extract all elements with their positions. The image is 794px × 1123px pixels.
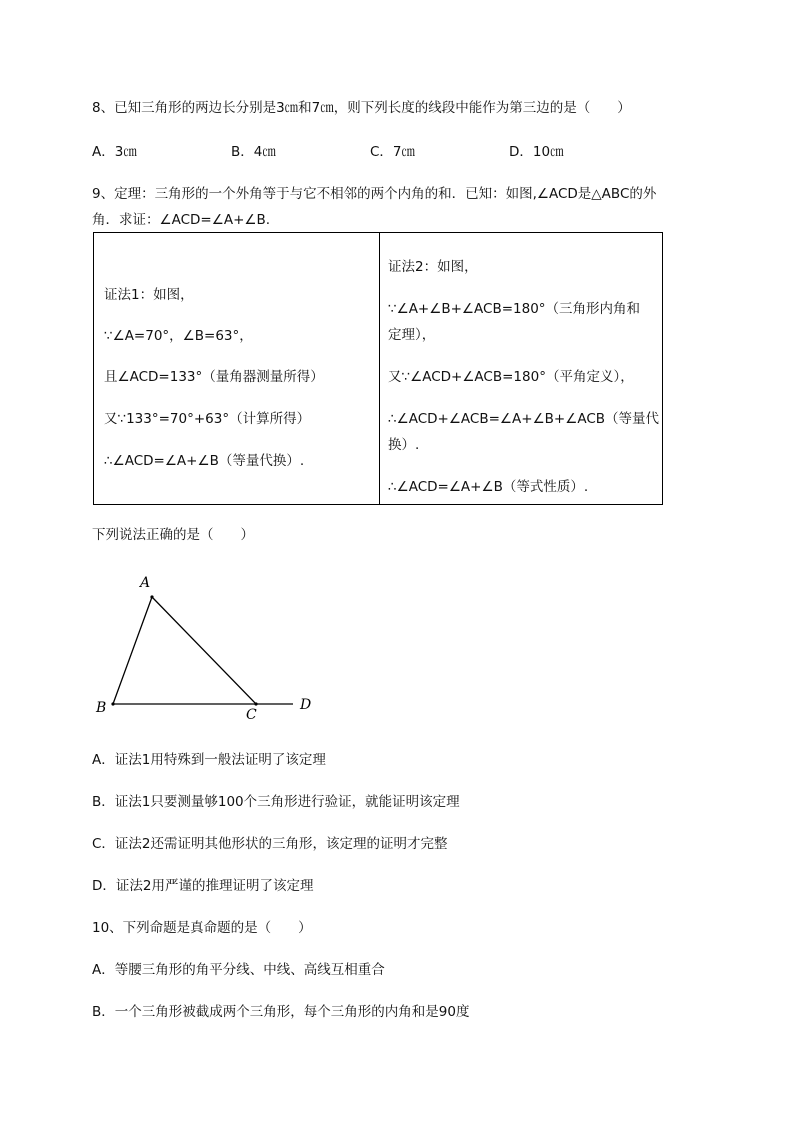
proof2-line: 证法2：如图， [388,259,478,275]
q9-option-d: D．证法2用严谨的推理证明了该定理 [92,878,314,894]
point-b [111,702,114,705]
q9-question: 下列说法正确的是（ ） [92,527,254,543]
q10-option-a: A．等腰三角形的角平分线、中线、高线互相重合 [92,962,385,978]
proof2-line: 又∵∠ACD+∠ACB=180°（平角定义）， [388,369,634,385]
q8-option-c: C．7㎝ [370,144,416,160]
q9-option-c: C．证法2还需证明其他形状的三角形，该定理的证明才完整 [92,836,448,852]
q9-stem-line2: 角．求证：∠ACD=∠A+∠B. [92,212,271,228]
q8-option-d: D．10㎝ [509,144,564,160]
q8-option-a: A．3㎝ [92,144,137,160]
proof-table [93,232,663,505]
point-c [254,702,257,705]
triangle-figure [90,570,320,730]
proof2-line: 换）. [388,437,420,453]
q10-option-b: B．一个三角形被截成两个三角形，每个三角形的内角和是90度 [92,1004,470,1020]
segment-ab [113,597,152,704]
proof1-line: ∴∠ACD=∠A+∠B（等量代换）. [104,453,305,469]
q8-option-b: B．4㎝ [231,144,276,160]
label-b: B [96,700,107,716]
label-d: D [300,697,312,713]
proof-table-divider [379,233,380,504]
proof1-line: 又∵133°=70°+63°（计算所得） [104,411,311,427]
q9-option-b: B．证法1只要测量够100个三角形进行验证，就能证明该定理 [92,794,460,810]
proof2-line: ∵∠A+∠B+∠ACB=180°（三角形内角和 [388,301,641,317]
point-a [150,595,153,598]
proof1-line: 且∠ACD=133°（量角器测量所得） [104,369,324,385]
q8-stem: 8、已知三角形的两边长分别是3㎝和7㎝，则下列长度的线段中能作为第三边的是（ ） [92,100,631,116]
proof1-line: ∵∠A=70°，∠B=63°， [104,328,253,344]
label-a: A [140,575,151,591]
q9-stem-line1: 9、定理：三角形的一个外角等于与它不相邻的两个内角的和．已知：如图,∠ACD是△ABC的外 [92,186,657,202]
proof2-line: ∴∠ACD+∠ACB=∠A+∠B+∠ACB（等量代 [388,411,660,427]
segment-ac [152,597,256,704]
q10-stem: 10、下列命题是真命题的是（ ） [92,920,312,936]
q9-option-a: A．证法1用特殊到一般法证明了该定理 [92,752,326,768]
proof2-line: ∴∠ACD=∠A+∠B（等式性质）. [388,479,589,495]
proof1-line: 证法1：如图， [104,287,194,303]
label-c: C [246,707,257,723]
proof2-line: 定理）， [388,327,436,343]
